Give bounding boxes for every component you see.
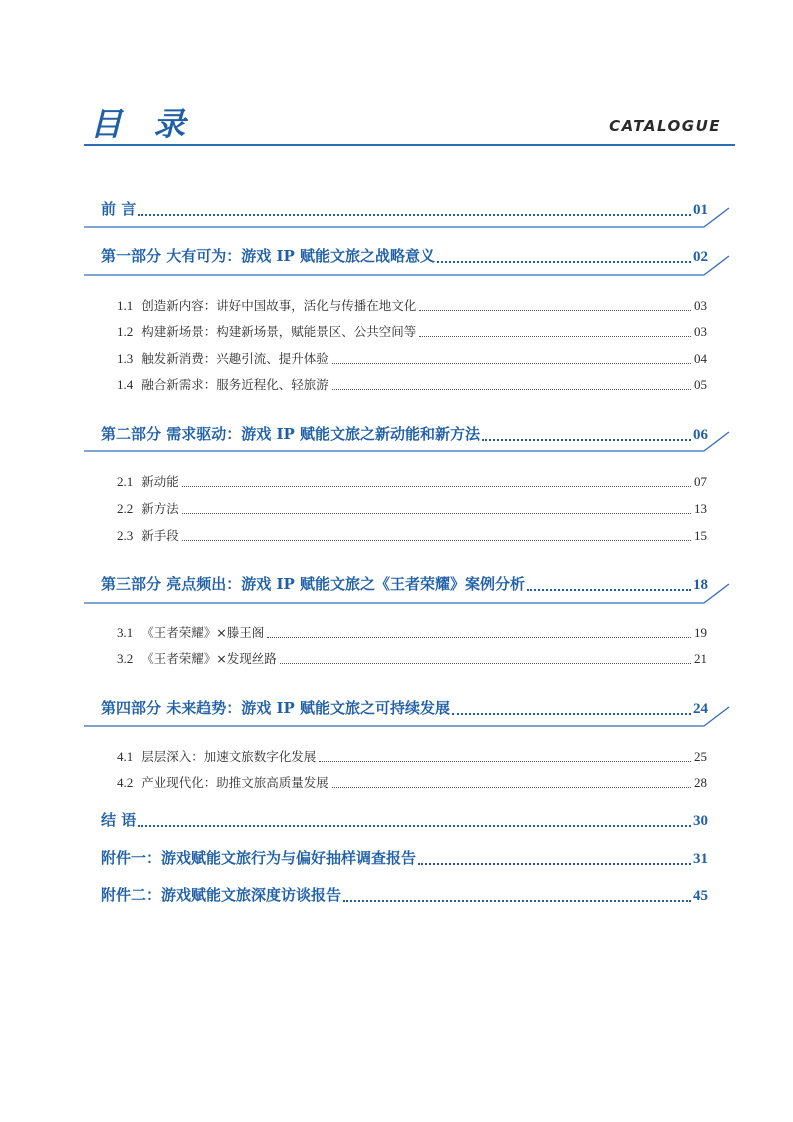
- page-title: 目 录: [90, 105, 196, 143]
- toc-number: 4.2: [117, 775, 134, 790]
- toc-page: 45: [693, 888, 708, 904]
- toc-entry-appendix1[interactable]: [101, 847, 708, 871]
- dot-leader: [182, 486, 691, 487]
- section-underline: [84, 208, 734, 230]
- toc-entry-appendix2[interactable]: [101, 884, 708, 908]
- toc-label: 新动能: [141, 474, 179, 489]
- toc-page: 24: [693, 701, 708, 717]
- section-underline: [84, 432, 734, 454]
- toc-label: 结 语: [101, 811, 137, 829]
- toc-page: 21: [694, 651, 707, 666]
- toc-label: 第四部分 未来趋势：游戏 IP 赋能文旅之可持续发展: [101, 699, 450, 717]
- toc-label: 第三部分 亮点频出：游戏 IP 赋能文旅之《王者荣耀》案例分析: [101, 575, 525, 593]
- toc-entry-conclusion[interactable]: [101, 809, 708, 833]
- section-underline: [84, 707, 734, 729]
- toc-number: 1.3: [117, 351, 134, 366]
- toc-number: 1.2: [117, 324, 134, 339]
- toc-page: 02: [693, 249, 708, 265]
- toc-number: 4.1: [117, 749, 134, 764]
- toc-page: 06: [693, 427, 708, 443]
- toc-label: 新方法: [141, 501, 179, 516]
- dot-leader: [182, 513, 691, 514]
- toc-label: 构建新场景：构建新场景，赋能景区、公共空间等: [141, 324, 417, 339]
- toc-page: 13: [694, 501, 707, 516]
- toc-label: 创造新内容：讲好中国故事，活化与传播在地文化: [141, 298, 417, 313]
- toc-entry-2-3[interactable]: [117, 526, 707, 546]
- toc-entry-3-2[interactable]: [117, 649, 707, 669]
- toc-label: 前 言: [101, 200, 137, 218]
- toc-number: 2.3: [117, 528, 134, 543]
- dot-leader: [280, 663, 691, 664]
- toc-page: 18: [693, 577, 708, 593]
- toc-entry-4-2[interactable]: [117, 773, 707, 793]
- toc-page: 30: [693, 813, 708, 829]
- toc-page: 31: [693, 851, 708, 867]
- toc-page: 03: [694, 324, 707, 339]
- dot-leader: [319, 761, 691, 762]
- toc-page: 15: [694, 528, 707, 543]
- toc-page: 19: [694, 625, 707, 640]
- toc-label: 产业现代化：助推文旅高质量发展: [141, 775, 329, 790]
- toc-entry-1-4[interactable]: [117, 375, 707, 395]
- section-underline: [84, 584, 734, 606]
- dot-leader: [138, 825, 691, 827]
- toc-page: 03: [694, 298, 707, 313]
- dot-leader: [419, 310, 691, 311]
- toc-entry-4-1[interactable]: [117, 747, 707, 767]
- toc-number: 2.2: [117, 501, 134, 516]
- toc-page: 05: [694, 377, 707, 392]
- toc-number: 3.1: [117, 625, 134, 640]
- dot-leader: [332, 363, 691, 364]
- dot-leader: [332, 389, 691, 390]
- dot-leader: [343, 900, 691, 902]
- toc-page: 07: [694, 474, 707, 489]
- toc-page: 25: [694, 749, 707, 764]
- toc-entry-1-1[interactable]: [117, 296, 707, 316]
- toc-page: 04: [694, 351, 707, 366]
- toc-entry-1-3[interactable]: [117, 349, 707, 369]
- toc-entry-1-2[interactable]: [117, 322, 707, 342]
- toc-label: 《王者荣耀》×滕王阁: [141, 625, 265, 640]
- toc-label: 触发新消费：兴趣引流、提升体验: [141, 351, 329, 366]
- section-underline: [84, 256, 734, 278]
- toc-entry-3-1[interactable]: [117, 623, 707, 643]
- toc-label: 附件一：游戏赋能文旅行为与偏好抽样调查报告: [101, 849, 417, 867]
- toc-page: 28: [694, 775, 707, 790]
- toc-number: 2.1: [117, 474, 134, 489]
- toc-entry-2-2[interactable]: [117, 499, 707, 519]
- toc-label: 融合新需求：服务近程化、轻旅游: [141, 377, 329, 392]
- page-subtitle: CATALOGUE: [609, 117, 721, 135]
- toc-label: 第一部分 大有可为：游戏 IP 赋能文旅之战略意义: [101, 247, 435, 265]
- toc-label: 层层深入：加速文旅数字化发展: [141, 749, 317, 764]
- dot-leader: [182, 540, 691, 541]
- toc-number: 3.2: [117, 651, 134, 666]
- toc-label: 附件二：游戏赋能文旅深度访谈报告: [101, 886, 342, 904]
- toc-label: 《王者荣耀》×发现丝路: [141, 651, 277, 666]
- toc-label: 新手段: [141, 528, 179, 543]
- toc-page: 01: [693, 202, 708, 218]
- dot-leader: [332, 787, 691, 788]
- toc-number: 1.1: [117, 298, 134, 313]
- toc-label: 第二部分 需求驱动：游戏 IP 赋能文旅之新动能和新方法: [101, 425, 480, 443]
- dot-leader: [419, 336, 691, 337]
- toc-number: 1.4: [117, 377, 134, 392]
- dot-leader: [267, 637, 691, 638]
- toc-entry-2-1[interactable]: [117, 472, 707, 492]
- dot-leader: [418, 863, 691, 865]
